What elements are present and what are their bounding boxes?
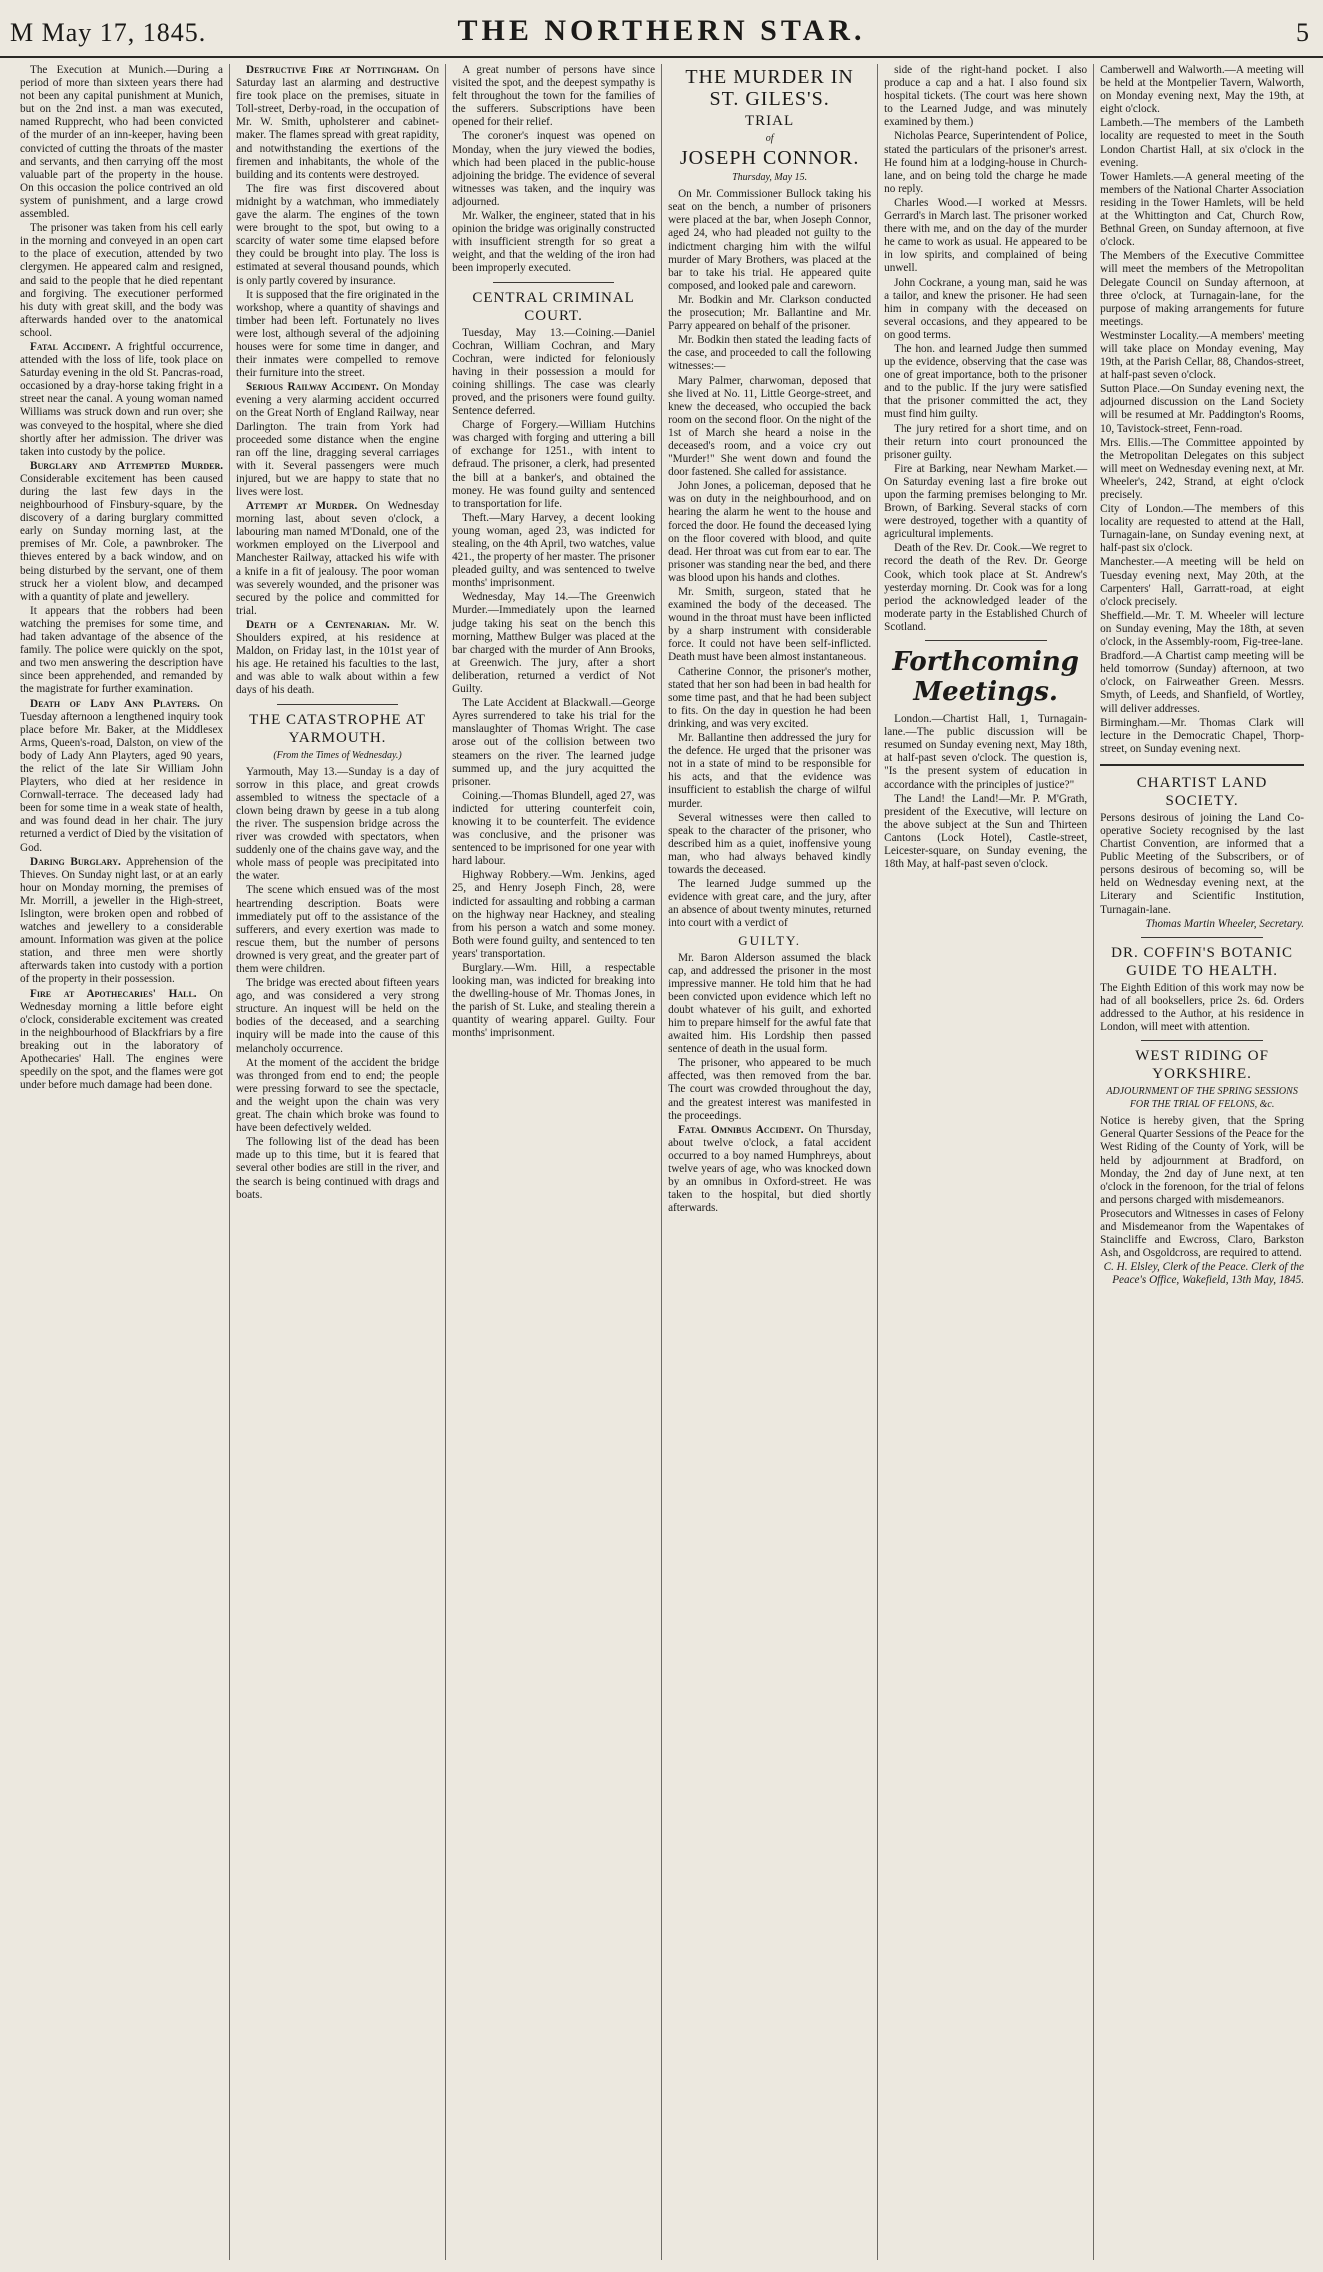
legal-notice: Prosecutors and Witnesses in cases of Felony and Misdemeanor from the Wapentakes of Staincliffe and Ewcross, Claro, Barkston Ash, and Osgoldcross, are required to attend. <box>1100 1207 1305 1260</box>
defendant-heading: JOSEPH CONNOR. <box>679 147 860 170</box>
column-3 <box>446 64 662 2260</box>
meeting-notice: Manchester.—A meeting will be held on Tuesday evening next, May 20th, at the Carpenters' Hall, Garratt-road, at eight o'clock precisely. <box>1100 556 1305 608</box>
article-paragraph: The Late Accident at Blackwall.—George Ayres surrendered to take his trial for the manslaughter of Thomas Wright. The case arose out of the collision between two steamers on the river. The learned judge summed up, and the jury acquitted the prisoner. <box>452 697 656 788</box>
divider <box>925 640 1047 641</box>
yarmouth-heading: THE CATASTROPHE AT YARMOUTH. <box>249 711 426 746</box>
article-paragraph: The fire was first discovered about midnight by a watchman, who immediately gave the alarm. The engines of the town were brought to the spot, but owing to a scarcity of water some time elapsed before they could be brought into play. The loss is estimated at several thousand pounds, which is only partly covered by insurance. <box>236 182 440 287</box>
article-paragraph: Tuesday, May 13.—Coining.—Daniel Cochran, William Cochran, and Mary Cochran, were indicted for feloniously having in their possession a mould for coining shillings. The case was clearly proved, and the prisoners were found guilty. Sentence deferred. <box>452 326 656 418</box>
article-paragraph: Mr. Smith, surgeon, stated that he examined the body of the deceased. The wound in the throat must have been inflicted by a sharp instrument with considerable force. It could not have been self-inflicted. Death must have been almost instantaneous. <box>668 586 872 664</box>
trial-date: Thursday, May 15. <box>732 172 808 184</box>
article-heading: Serious Railway Accident. <box>246 381 379 394</box>
article-text: On Thursday, about twelve o'clock, a fatal accident occurred to a boy named Humphreys, about twelve years of age, who was knocked down by an omnibus in Oxford-street. He was taken to the hospital, but died shortly afterwards. <box>668 1123 872 1215</box>
issue-date: M May 17, 1845. <box>10 18 207 47</box>
masthead <box>0 0 1323 58</box>
trial-of: of <box>765 133 774 144</box>
article-paragraph: It appears that the robbers had been watching the premises for some time, and had taken advantage of the absence of the family. The police were quickly on the spot, and two men answering the description have since been apprehended, and remanded by the magistrate for further examination. <box>20 604 224 696</box>
article-text: On Wednesday morning a little before eight o'clock, considerable excitement was created in the neighbourhood of Blackfriars by a fire breaking out in the laboratory of Apothecaries' Hall. The engines were speedily on the spot, and the flames were got under before much damage had been done. <box>20 987 224 1092</box>
article-munich-execution: The Execution at Munich.—During a period of more than sixteen years there had not been any capital punishment at Munich, but on the 2nd inst. a man was executed, named Rupprecht, who had been convicted of the murder of an inn-keeper, having been convicted of cutting the throats of the master and servants, and then carrying off the most valuable part of the property in the house. On this occasion the police contrived an old system of punishment, and a large crowd assembled. <box>20 64 224 221</box>
article-paragraph: At the moment of the accident the bridge was thronged from end to end; the people were pressing forward to see the spectacle, and the weight upon the chain was very great. The chain which broke was found to have been defectively welded. <box>236 1056 440 1135</box>
advertisement-text: Persons desirous of joining the Land Co-operative Society recognised by the last Chartist Convention, are informed that a Public Meeting of the Subscribers, or of persons desirous of becoming so, will be held on Wednesday evening next, at the Literary and Scientific Institution, Turnagain-lane. <box>1100 811 1305 916</box>
article-paragraph: The hon. and learned Judge then summed up the evidence, observing that the case was one of great importance, both to the prisoner and to the public. If the jury were satisfied that the prisoner committed the act, they must find him guilty. <box>884 342 1088 421</box>
article-paragraph: The prisoner, who appeared to be much affected, was then removed from the bar. The court was crowded throughout the day, and the greatest interest was manifested in the proceedings. <box>668 1057 872 1122</box>
article-paragraph: The coroner's inquest was opened on Monday, when the jury viewed the bodies, which had been placed in the public-house adjoining the bridge. The evidence of several witnesses was taken, and the inquiry was adjourned. <box>452 130 656 208</box>
criminal-court-heading: CENTRAL CRIMINAL COURT. <box>472 289 635 324</box>
meeting-notice: The Land! the Land!—Mr. P. M'Grath, president of the Executive, will lecture on the above subject at the Sun and Thirteen Cantons (Lock Hotel), Castle-street, Leicester-square, on Sunday evening, the 18th May, at half-past seven o'clock. <box>884 792 1088 871</box>
article-heading: Death of a Centenarian. <box>246 618 390 631</box>
article-paragraph: On Mr. Commissioner Bullock taking his seat on the bench, a number of prisoners were placed at the bar, when Joseph Connor, aged 24, who had pleaded not guilty to the indictment charging him with the wilful murder of Mary Brothers, was placed at the bar to take his trial. He appeared quite composed, and looked pale and careworn. <box>668 188 872 292</box>
article-paragraph: Yarmouth, May 13.—Sunday is a day of sorrow in this place, and great crowds assembled to witness the spectacle of a clown being drawn by geese in a tub along the river. The suspension bridge across the river was crowded with spectators, when suddenly one of the chains gave way, and the whole mass of people was precipitated into the water. <box>236 765 440 883</box>
article-paragraph: Nicholas Pearce, Superintendent of Police, stated the particulars of the prisoner's arrest. He found him at a lodging-house in Church-lane, and on being told the charge he made no reply. <box>884 130 1088 195</box>
article-paragraph: John Jones, a policeman, deposed that he was on duty in the neighbourhood, and on hearing the alarm he went to the house and forced the door. He found the deceased lying on the floor covered with blood, and quite dead. Her throat was cut from ear to ear. The prisoner was standing near the bed, and there was blood upon his hands and clothes. <box>668 480 872 584</box>
article-paragraph: The jury retired for a short time, and on their return into court pronounced the prisoner guilty. <box>884 422 1088 461</box>
article-heading: Fatal Omnibus Accident. <box>678 1123 804 1136</box>
article-paragraph: Highway Robbery.—Wm. Jenkins, aged 25, and Henry Joseph Finch, 28, were indicted for assaulting and robbing a carman on the highway near Hackney, and stealing from his person a watch and some money. Both were found guilty, and sentenced to ten years' transportation. <box>452 869 656 960</box>
article-text: On Wednesday morning last, about seven o'clock, a labouring man named M'Donald, one of the workmen employed on the Liverpool and Manchester Railway, attacked his wife with a knife in a fit of jealousy. The poor woman was severely wounded, and the prisoner was secured by the police and committed for trial. <box>236 500 440 617</box>
article-paragraph: Mr. Walker, the engineer, stated that in his opinion the bridge was originally constructed with insufficient strength for so great a weight, and that the welding of the iron had been improperly executed. <box>452 210 656 275</box>
article-text: A frightful occurrence, attended with the loss of life, took place on Saturday evening in the old St. Pancras-road, occasioned by a dray-horse taking fright in a street near the canal. A young woman named Williams was struck down and run over; she was conveyed to the hospital, where she died shortly after her admission. The driver was taken into custody by the police. <box>20 340 224 458</box>
columns <box>14 64 1310 2260</box>
meeting-notice: The Members of the Executive Committee will meet the members of the Metropolitan Delegate Council on Sunday afternoon, at three o'clock, at Turnagain-lane, for the purpose of making arrangements for future meetings. <box>1100 250 1305 328</box>
article-text: Considerable excitement has been caused during the last few days in the neighbourhood of Finsbury-square, by the discovery of a daring burglary committed early on Sunday morning last, at the premises of Mr. Cole, a pawnbroker. The thieves entered by a back window, and on being disturbed by the servant, one of them struck her a violent blow, and decamped with a quantity of plate and jewellery. <box>20 472 224 603</box>
meeting-notice: Sutton Place.—On Sunday evening next, the adjourned discussion on the Land Society will be resumed at Mr. Paddington's Rooms, 10, Tavistock-street, Fenn-road. <box>1100 383 1305 435</box>
article-heading: Fire at Apothecaries' Hall. <box>30 987 197 1000</box>
article-paragraph: Mary Palmer, charwoman, deposed that she lived at No. 11, Little George-street, and knew the deceased, who occupied the back room on the second floor. On the night of the 1st of March she heard a noise in the deceased's room, and a voice cry out "Murder!" She went down and found the door fastened. She called for assistance. <box>668 374 872 479</box>
article-paragraph: Wednesday, May 14.—The Greenwich Murder.—Immediately upon the learned judge taking his seat on the bench this morning, Matthew Bulger was placed at the bar charged with the murder of Ann Brooks, at Greenwich. The jury, after a short deliberation, returned a verdict of Not Guilty. <box>452 591 656 696</box>
article-paragraph: The learned Judge summed up the evidence with great care, and the jury, after an absence of about twenty minutes, returned into court with a verdict of <box>668 878 872 930</box>
article-paragraph: John Cockrane, a young man, said he was a tailor, and knew the prisoner. He had seen him in company with the deceased on several occasions, and they appeared to be on good terms. <box>884 276 1088 341</box>
article-paragraph: Burglary.—Wm. Hill, a respectable looking man, was indicted for breaking into the dwelling-house of Mr. Thomas Jones, in the parish of St. Luke, and stealing therein a quantity of wearing apparel. Guilty. Four months' imprisonment. <box>452 962 656 1040</box>
article-paragraph: Coining.—Thomas Blundell, aged 27, was indicted for uttering counterfeit coin, knowing it to be counterfeit. The evidence was conclusive, and the prisoner was sentenced to be imprisoned for one year with hard labour. <box>452 789 656 868</box>
article-railway-accident <box>236 381 439 499</box>
meeting-notice: Mrs. Ellis.—The Committee appointed by the Metropolitan Delegates on this subject will meet on Wednesday evening next, at Mr. Wheeler's, 242, Strand, at eight o'clock precisely. <box>1100 436 1305 501</box>
article-paragraph: Several witnesses were then called to speak to the character of the prisoner, who described him as a quiet, inoffensive young man, who had always behaved kindly towards the deceased. <box>668 811 872 876</box>
advertisement-text: The Eighth Edition of this work may now be had of all booksellers, price 2s. 6d. Orders addressed to the Author, at his residence in London, will meet with attention. <box>1100 981 1305 1033</box>
article-daring-burglary <box>20 856 223 987</box>
article-paragraph: Mr. Bodkin then stated the leading facts of the case, and proceeded to call the following witnesses:— <box>668 334 872 373</box>
meeting-notice: Lambeth.—The members of the Lambeth locality are requested to meet in the South London Chartist Hall, at six o'clock in the evening. <box>1100 117 1305 169</box>
meeting-notice: Sheffield.—Mr. T. M. Wheeler will lecture on Sunday evening, May the 18th, at seven o'clock, in the Assembly-room, Fig-tree-lane. <box>1100 609 1305 649</box>
column-4 <box>662 64 878 2260</box>
meeting-notice: City of London.—The members of this locality are requested to attend at the Hall, Turnagain-lane, on Sunday evening next, at half-past six o'clock. <box>1100 503 1305 555</box>
column-6 <box>1094 64 1310 2260</box>
divider <box>493 282 615 283</box>
sessions-subheading: ADJOURNMENT OF THE SPRING SESSIONS FOR THE TRIAL OF FELONS, &c. <box>1106 1086 1298 1111</box>
article-heading: Daring Burglary. <box>30 855 121 868</box>
trial-heading: TRIAL <box>745 113 795 129</box>
murder-trial-heading: THE MURDER IN ST. GILES'S. <box>685 66 854 110</box>
article-paragraph: Catherine Connor, the prisoner's mother, stated that her son had been in bad health for some time past, and that he had been subject to fits. On the day in question he had been drinking, and was very excited. <box>668 665 872 730</box>
article-paragraph: A great number of persons have since visited the spot, and the deepest sympathy is felt throughout the town for the families of the sufferers. Subscriptions have been opened for their relief. <box>452 64 656 129</box>
article-heading: Attempt at Murder. <box>246 500 358 513</box>
article-heading: Burglary and Attempted Murder. <box>30 459 224 472</box>
divider <box>1100 764 1304 766</box>
article-text: Apprehension of the Thieves. On Sunday night last, or at an early hour on Monday morning, the premises of Mr. Morrill, a jeweller in the High-street, Islington, were broken open and robbed of watches and jewellery to a considerable amount. Information was given at the police station, and three men were shortly afterwards taken into custody with a portion of the property in their possession. <box>20 855 224 986</box>
article-paragraph: side of the right-hand pocket. I also produce a cap and a hat. I also found six hospital tickets. (The court was here shown to the Learned Judge, and was minutely examined by them.) <box>884 64 1088 129</box>
meeting-notice: Birmingham.—Mr. Thomas Clark will lecture in the Democratic Chapel, Thorp-street, on Sunday evening next. <box>1100 716 1305 755</box>
column-2 <box>230 64 446 2260</box>
page-number: 5 <box>1296 18 1309 47</box>
divider <box>1141 937 1263 938</box>
article-heading: Destructive Fire at Nottingham. <box>246 64 420 76</box>
article-apothecaries-fire <box>20 988 223 1093</box>
article-lady-playters <box>20 698 223 855</box>
article-paragraph: Mr. Bodkin and Mr. Clarkson conducted the prosecution; Mr. Ballantine and Mr. Parry appeared on behalf of the prisoner. <box>668 293 872 333</box>
article-paragraph: Charles Wood.—I worked at Messrs. Gerrard's in March last. The prisoner worked there with me, and on the day of the murder he came to work as usual. He appeared to be in low spirits, and complained of being unwell. <box>884 196 1088 275</box>
article-omnibus-accident <box>668 1124 871 1216</box>
west-riding-heading: WEST RIDING OF YORKSHIRE. <box>1135 1048 1269 1083</box>
yarmouth-subheading: (From the Times of Wednesday.) <box>273 749 402 761</box>
column-5 <box>878 64 1094 2260</box>
meeting-notice: Tower Hamlets.—A general meeting of the members of the National Charter Association residing in the Tower Hamlets, will be held at the Whittington and Cat, Church Row, Bethnal Green, on Sunday afternoon, at five o'clock. <box>1100 170 1305 249</box>
article-attempt-murder <box>236 500 439 618</box>
article-paragraph: The bridge was erected about fifteen years ago, and was considered a very strong structure. An inquest will be held on the bodies of the deceased, and a searching inquiry will be made into the cause of this melancholy occurrence. <box>236 977 440 1055</box>
article-centenarian <box>236 619 439 698</box>
article-text: On Tuesday afternoon a lengthened inquiry took place before Mr. Baker, at the Middlesex Arms, Queen's-road, Dalston, on view of the body of Lady Ann Playters, aged 90 years, the relict of the late Sir William John Playters, who died at her residence in Cornwall-terrace. The deceased lady had been for some time in a weak state of health, and was found dead in her chair. The jury returned a verdict of Died by the visitation of God. <box>20 697 224 854</box>
article-text: Mr. W. Shoulders expired, at his residence at Maldon, on Friday last, in the 101st year of his age. He retained his faculties to the last, and was able to walk about within a few days of his death. <box>236 618 440 697</box>
legal-notice: Notice is hereby given, that the Spring General Quarter Sessions of the Peace for the West Riding of the County of York, will be held by adjournment at Bradford, on Monday, the 2nd day of June next, at ten o'clock in the forenoon, for the trial of felons and persons charged with misdemeanors. <box>1100 1115 1305 1206</box>
article-text: On Saturday last an alarming and destructive fire took place on the premises, situate in Toll-street, Derby-road, in the occupation of Mr. W. Smith, upholsterer and cabinet-maker. The flames spread with great rapidity, and notwithstanding the exertions of the firemen and inhabitants, the whole of the building and its contents were destroyed. <box>236 64 440 181</box>
article-paragraph: The scene which ensued was of the most heartrending description. Boats were immediately put off to the assistance of the sufferers, and every exertion was made to rescue them, but the number of persons drowned is very great, and the greater part of them were children. <box>236 884 440 975</box>
article-heading: Death of Lady Ann Playters. <box>30 697 200 710</box>
article-paragraph: Mr. Ballantine then addressed the jury for the defence. He urged that the prisoner was not in a state of mind to be responsible for his acts, and that the evidence was insufficient to establish the charge of wilful murder. <box>668 732 872 810</box>
verdict: GUILTY. <box>738 933 801 949</box>
article-paragraph: Theft.—Mary Harvey, a decent looking young woman, aged 23, was indicted for stealing, on the 4th April, two watches, value 421., the property of her master. The prisoner pleaded guilty, and was sentenced to twelve months' imprisonment. <box>452 511 656 590</box>
article-heading: Fatal Accident. <box>30 340 111 353</box>
article-paragraph: Mr. Baron Alderson assumed the black cap, and addressed the prisoner in the most impressive manner. He told him that he had been convicted upon evidence which left no doubt whatever of his guilt, and exhorted him to prepare himself for the awful fate that awaited him. His Lordship then passed sentence of death in the usual form. <box>668 951 872 1056</box>
article-paragraph: It is supposed that the fire originated in the workshop, where a quantity of shavings and timber had been left. Fortunately no lives were lost, although several of the adjoining houses were for some time in danger, and their inmates were compelled to remove their furniture into the street. <box>236 288 440 380</box>
land-society-heading: CHARTIST LAND SOCIETY. <box>1136 774 1268 809</box>
article-fatal-accident <box>20 341 223 459</box>
forthcoming-meetings-heading: Forthcoming Meetings. <box>892 647 1079 708</box>
article-paragraph: Death of the Rev. Dr. Cook.—We regret to record the death of the Rev. Dr. George Cook, which took place at St. Andrew's yesterday morning. Dr. Cook was for a long period the acknowledged leader of the moderate party in the Established Church of Scotland. <box>884 542 1088 633</box>
article-nottingham-fire <box>236 64 439 182</box>
article-paragraph: The prisoner was taken from his cell early in the morning and conveyed in an open cart to the place of execution, attended by two clergymen. He appeared calm and resigned, and said to the people that he died repentant and forgiving. The executioner performed his duty with great skill, and the body was afterwards handed over to the anatomical school. <box>20 222 224 339</box>
divider <box>1141 1040 1263 1041</box>
meeting-notice: Westminster Locality.—A members' meeting will take place on Monday evening, May 19th, at the Parish Cellar, 88, Chandos-street, at half-past seven o'clock. <box>1100 329 1305 382</box>
article-text: On Monday evening a very alarming accident occurred on the Great North of England Railway, near Darlington. The train from York had proceeded some distance when the engine ran off the line, dragging several carriages with it. Several passengers were much injured, but we are happy to state that no lives were lost. <box>236 381 440 498</box>
article-paragraph: The following list of the dead has been made up to this time, but it is feared that several other bodies are still in the river, and the search is being continued with drags and boats. <box>236 1136 440 1201</box>
column-1 <box>14 64 230 2260</box>
article-burglary <box>20 460 223 604</box>
newspaper-title: THE NORTHERN STAR. <box>457 14 866 47</box>
meeting-notice: Bradford.—A Chartist camp meeting will be held tomorrow (Sunday) afternoon, at two o'clock, on Fairweather Green. Messrs. Smyth, of Leeds, and Shanfield, of Wortley, will deliver addresses. <box>1100 650 1305 715</box>
divider <box>277 704 399 705</box>
meeting-notice: London.—Chartist Hall, 1, Turnagain-lane.—The public discussion will be resumed on Sunday evening next, May 18th, at half-past seven o'clock. The question is, "Is the present system of education in accordance with the principles of justice?" <box>884 713 1088 791</box>
botanic-guide-heading: DR. COFFIN'S BOTANIC GUIDE TO HEALTH. <box>1111 944 1294 979</box>
article-paragraph: Fire at Barking, near Newham Market.—On Saturday evening last a fire broke out upon the farming premises belonging to Mr. Brown, of Barking. Several stacks of corn were destroyed, together with a quantity of agricultural implements. <box>884 462 1088 541</box>
article-paragraph: Charge of Forgery.—William Hutchins was charged with forging and uttering a bill of exchange for 1251., with intent to defraud. The prisoner, a clerk, had presented the bill at a banker's, and obtained the money. He was found guilty and sentenced to transportation for life. <box>452 419 656 510</box>
meeting-notice: Camberwell and Walworth.—A meeting will be held at the Montpelier Tavern, Walworth, on Monday evening next, May the 19th, at eight o'clock. <box>1100 64 1305 116</box>
signature: Thomas Martin Wheeler, Secretary. <box>1145 917 1305 930</box>
signature: C. H. Elsley, Clerk of the Peace. Clerk of the Peace's Office, Wakefield, 13th May, 1845. <box>1103 1261 1305 1287</box>
